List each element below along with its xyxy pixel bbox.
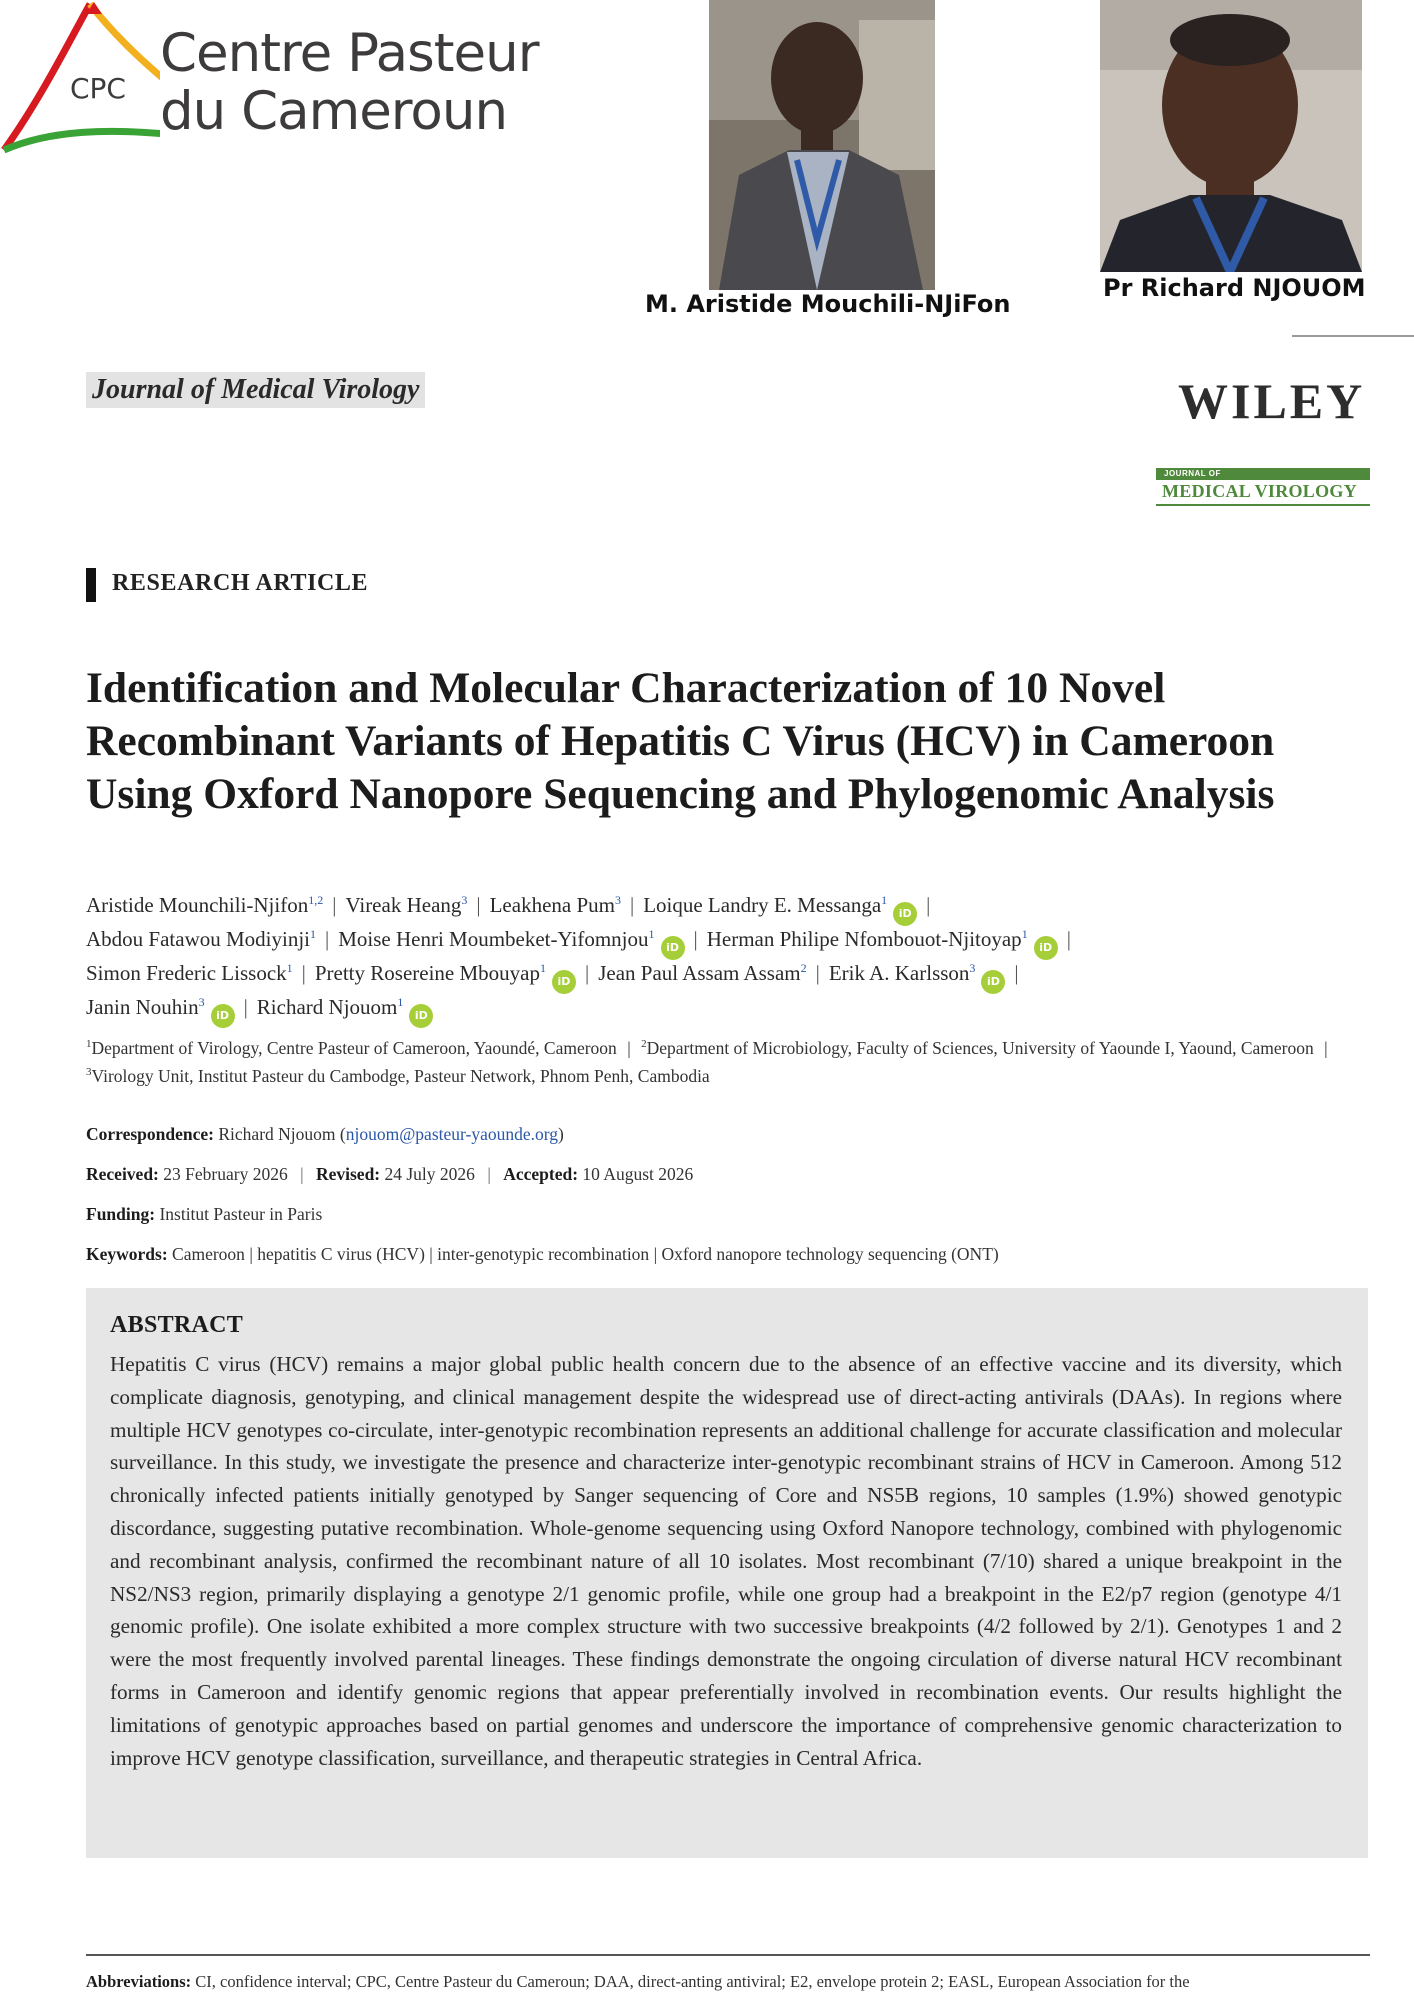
article-title: Identification and Molecular Characterization of 10 Novel Recombinant Variants of Hepatitis C Virus (HCV) in Cameroon Using Oxford Nanopore Sequencing and Phylogenomic Analysis xyxy=(86,664,1275,818)
affiliation-text: Virology Unit, Institut Pasteur du Cambodge, Pasteur Network, Phnom Penh, Cambodia xyxy=(91,1066,710,1086)
orcid-icon[interactable]: iD xyxy=(211,1004,235,1028)
author-line xyxy=(86,994,1376,1028)
author-photo-1 xyxy=(709,0,935,290)
abbreviations-text: CI, confidence interval; CPC, Centre Pasteur du Cameroun; DAA, direct-anting antiviral; E2, envelope protein 2; EASL, European Association for the xyxy=(195,1972,1190,1991)
keyword-separator: | xyxy=(424,1244,438,1264)
author-name[interactable]: Herman Philipe Nfombouot-Njitoyap xyxy=(706,927,1022,951)
author-affiliation-ref: 1 xyxy=(648,927,655,941)
keyword-separator: | xyxy=(244,1244,258,1264)
accepted-label: Accepted: xyxy=(503,1164,579,1184)
author-affiliation-ref: 1 xyxy=(397,995,404,1009)
author-name[interactable]: Erik A. Karlsson xyxy=(828,961,970,985)
author-separator: | xyxy=(926,893,931,917)
author-affiliation-ref: 1 xyxy=(310,927,316,941)
author-separator: | xyxy=(815,961,820,985)
author-name[interactable]: Abdou Fatawou Modiyinji xyxy=(86,927,310,951)
affiliation-item xyxy=(86,1038,617,1058)
affiliation-text: Department of Virology, Centre Pasteur of Cameroon, Yaoundé, Cameroon xyxy=(91,1038,617,1058)
badge-small-text: JOURNAL OF xyxy=(1164,469,1221,478)
author-separator: | xyxy=(693,927,698,951)
keyword: Oxford nanopore technology sequencing (ONT) xyxy=(661,1244,999,1264)
orcid-icon[interactable]: iD xyxy=(552,970,576,994)
orcid-icon[interactable]: iD xyxy=(661,936,685,960)
affiliations xyxy=(86,1034,1366,1090)
author-line xyxy=(86,892,1376,926)
badge-journal-title: MEDICAL VIROLOGY xyxy=(1162,481,1357,501)
author-affiliation-ref: 1 xyxy=(881,893,888,907)
keyword: hepatitis C virus (HCV) xyxy=(257,1244,425,1264)
author-affiliation-ref: 3 xyxy=(461,893,468,907)
author-affiliation-ref: 1 xyxy=(286,961,293,975)
received-label: Received: xyxy=(86,1164,159,1184)
author-name[interactable]: Moise Henri Moumbeket-Yifomnjou xyxy=(338,927,649,951)
publisher-logo: WILEY xyxy=(1178,373,1366,429)
author-name[interactable]: Loique Landry E. Messanga xyxy=(643,893,882,917)
keywords xyxy=(86,1244,999,1265)
funding xyxy=(86,1204,322,1225)
abbreviations xyxy=(86,1970,1370,1994)
author-separator: | xyxy=(584,961,590,985)
svg-text:CPC: CPC xyxy=(70,72,126,105)
revised-label: Revised: xyxy=(315,1164,381,1184)
author-affiliation-ref: 1 xyxy=(1021,927,1028,941)
funding-value: Institut Pasteur in Paris xyxy=(159,1204,323,1224)
author-affiliation-ref: 1,2 xyxy=(308,893,324,907)
author-name[interactable]: Aristide Mounchili-Njifon xyxy=(86,893,309,917)
correspondence-name: Richard Njouom xyxy=(218,1124,336,1144)
affiliation-separator: | xyxy=(1319,1038,1328,1058)
author-separator: | xyxy=(243,995,248,1019)
header-divider xyxy=(1292,335,1414,337)
badge-underline xyxy=(1156,504,1370,506)
revised-date: 24 July 2026 xyxy=(384,1164,475,1184)
orcid-icon[interactable]: iD xyxy=(409,1004,433,1028)
funding-label: Funding: xyxy=(86,1204,156,1224)
author-separator: | xyxy=(332,893,337,917)
author-separator: | xyxy=(629,893,635,917)
correspondence-email-link[interactable]: njouom@pasteur-yaounde.org xyxy=(345,1124,558,1144)
author-separator: | xyxy=(1066,927,1071,951)
author-line xyxy=(86,926,1376,960)
author-affiliation-ref: 3 xyxy=(969,961,976,975)
keywords-label: Keywords: xyxy=(86,1244,168,1264)
article-type-marker xyxy=(86,568,96,602)
correspondence-label: Correspondence: xyxy=(86,1124,214,1144)
author-name[interactable]: Janin Nouhin xyxy=(86,995,199,1019)
affiliation-number: 2 xyxy=(641,1038,647,1051)
orcid-icon[interactable]: iD xyxy=(981,970,1005,994)
affiliation-number: 1 xyxy=(86,1038,92,1051)
journal-name: Journal of Medical Virology xyxy=(86,372,425,408)
author-affiliation-ref: 1 xyxy=(539,961,546,975)
abbreviations-label: Abbreviations: xyxy=(86,1972,192,1991)
abstract-box xyxy=(86,1288,1368,1858)
author-affiliation-ref: 3 xyxy=(614,893,621,907)
institution-name-line1: Centre Pasteur xyxy=(160,23,539,84)
footer-divider xyxy=(86,1954,1370,1956)
orcid-icon[interactable]: iD xyxy=(893,902,917,926)
author-name[interactable]: Simon Frederic Lissock xyxy=(86,961,287,985)
keyword-separator: | xyxy=(649,1244,662,1264)
author-affiliation-ref: 3 xyxy=(198,995,205,1009)
keyword: inter-genotypic recombination xyxy=(437,1244,650,1264)
author-name[interactable]: Vireak Heang xyxy=(345,893,462,917)
article-type: RESEARCH ARTICLE xyxy=(112,570,369,596)
author-line xyxy=(86,960,1376,994)
accepted-date: 10 August 2026 xyxy=(582,1164,694,1184)
keyword: Cameroon xyxy=(172,1244,245,1264)
affiliation-item xyxy=(641,1038,1314,1058)
author-separator: | xyxy=(476,893,481,917)
author-separator: | xyxy=(325,927,330,951)
affiliation-item xyxy=(86,1066,710,1086)
author-photo-2 xyxy=(1100,0,1362,272)
photo-caption-2: Pr Richard NJOUOM xyxy=(1103,274,1366,302)
affiliation-number: 3 xyxy=(86,1066,92,1079)
author-list xyxy=(86,892,1376,1028)
correspondence: Correspondence: Richard Njouom (njouom@pasteur-yaounde.org) xyxy=(86,1124,564,1144)
author-separator: | xyxy=(1014,961,1019,985)
orcid-icon[interactable]: iD xyxy=(1034,936,1058,960)
journal-badge xyxy=(1156,468,1370,508)
institution-logo xyxy=(0,0,560,160)
author-name[interactable]: Richard Njouom xyxy=(256,995,398,1019)
author-separator: | xyxy=(301,961,306,985)
institution-name-line2: du Cameroun xyxy=(160,81,508,142)
cpc-emblem-icon xyxy=(0,0,160,160)
abstract-heading: ABSTRACT xyxy=(110,1312,244,1338)
author-name[interactable]: Leakhena Pum xyxy=(489,893,615,917)
affiliation-text: Department of Microbiology, Faculty of Sciences, University of Yaounde I, Yaound, Cameroon xyxy=(646,1038,1314,1058)
photo-caption-1: M. Aristide Mouchili-NJiFon xyxy=(645,290,1011,318)
author-name[interactable]: Jean Paul Assam Assam xyxy=(598,961,801,985)
abstract-text: Hepatitis C virus (HCV) remains a major global public health concern due to the absence of an effective vaccine and its diversity, which complicate diagnosis, genotyping, and clinical management despite the widespread use of direct-acting antivirals (DAAs). In regions where multiple HCV genotypes co-circulate, inter-genotypic recombination represents an additional challenge for accurate classification and molecular surveillance. In this study, we investigate the presence and characterize inter-genotypic recombinant strains of HCV in Cameroon. Among 512 chronically infected patients initially genotyped by Sanger sequencing of Core and NS5B regions, 10 samples (1.9%) showed genotypic discordance, suggesting putative recombination. Whole-genome sequencing using Oxford Nanopore technology, combined with phylogenomic and recombinant analysis, confirmed the recombinant nature of all 10 isolates. Most recombinant (7/10) shared a unique breakpoint in the NS2/NS3 region, primarily displaying a genotype 2/1 genomic profile, while one group had a breakpoint in the E2/p7 region (genotype 4/1 genomic profile). One isolate exhibited a more complex structure with two successive breakpoints (4/2 followed by 2/1). Genotypes 1 and 2 were the most frequently involved parental lineages. These findings demonstrate the ongoing circulation of diverse natural HCV recombinant forms in Cameroon and identify genomic regions that appear preferentially involved in recombination events. Our results highlight the limitations of genotypic approaches based on partial genomes and underscore the importance of comprehensive genomic characterization to improve HCV genotype classification, surveillance, and therapeutic strategies in Central Africa. xyxy=(110,1352,1342,1770)
author-name[interactable]: Pretty Rosereine Mbouyap xyxy=(314,961,540,985)
article-dates: Received: 23 February 2026 | Revised: 24 July 2026 | Accepted: 10 August 2026 xyxy=(86,1164,694,1184)
received-date: 23 February 2026 xyxy=(163,1164,288,1184)
keywords-list xyxy=(172,1244,999,1264)
affiliation-separator: | xyxy=(622,1038,636,1058)
author-affiliation-ref: 2 xyxy=(800,961,807,975)
